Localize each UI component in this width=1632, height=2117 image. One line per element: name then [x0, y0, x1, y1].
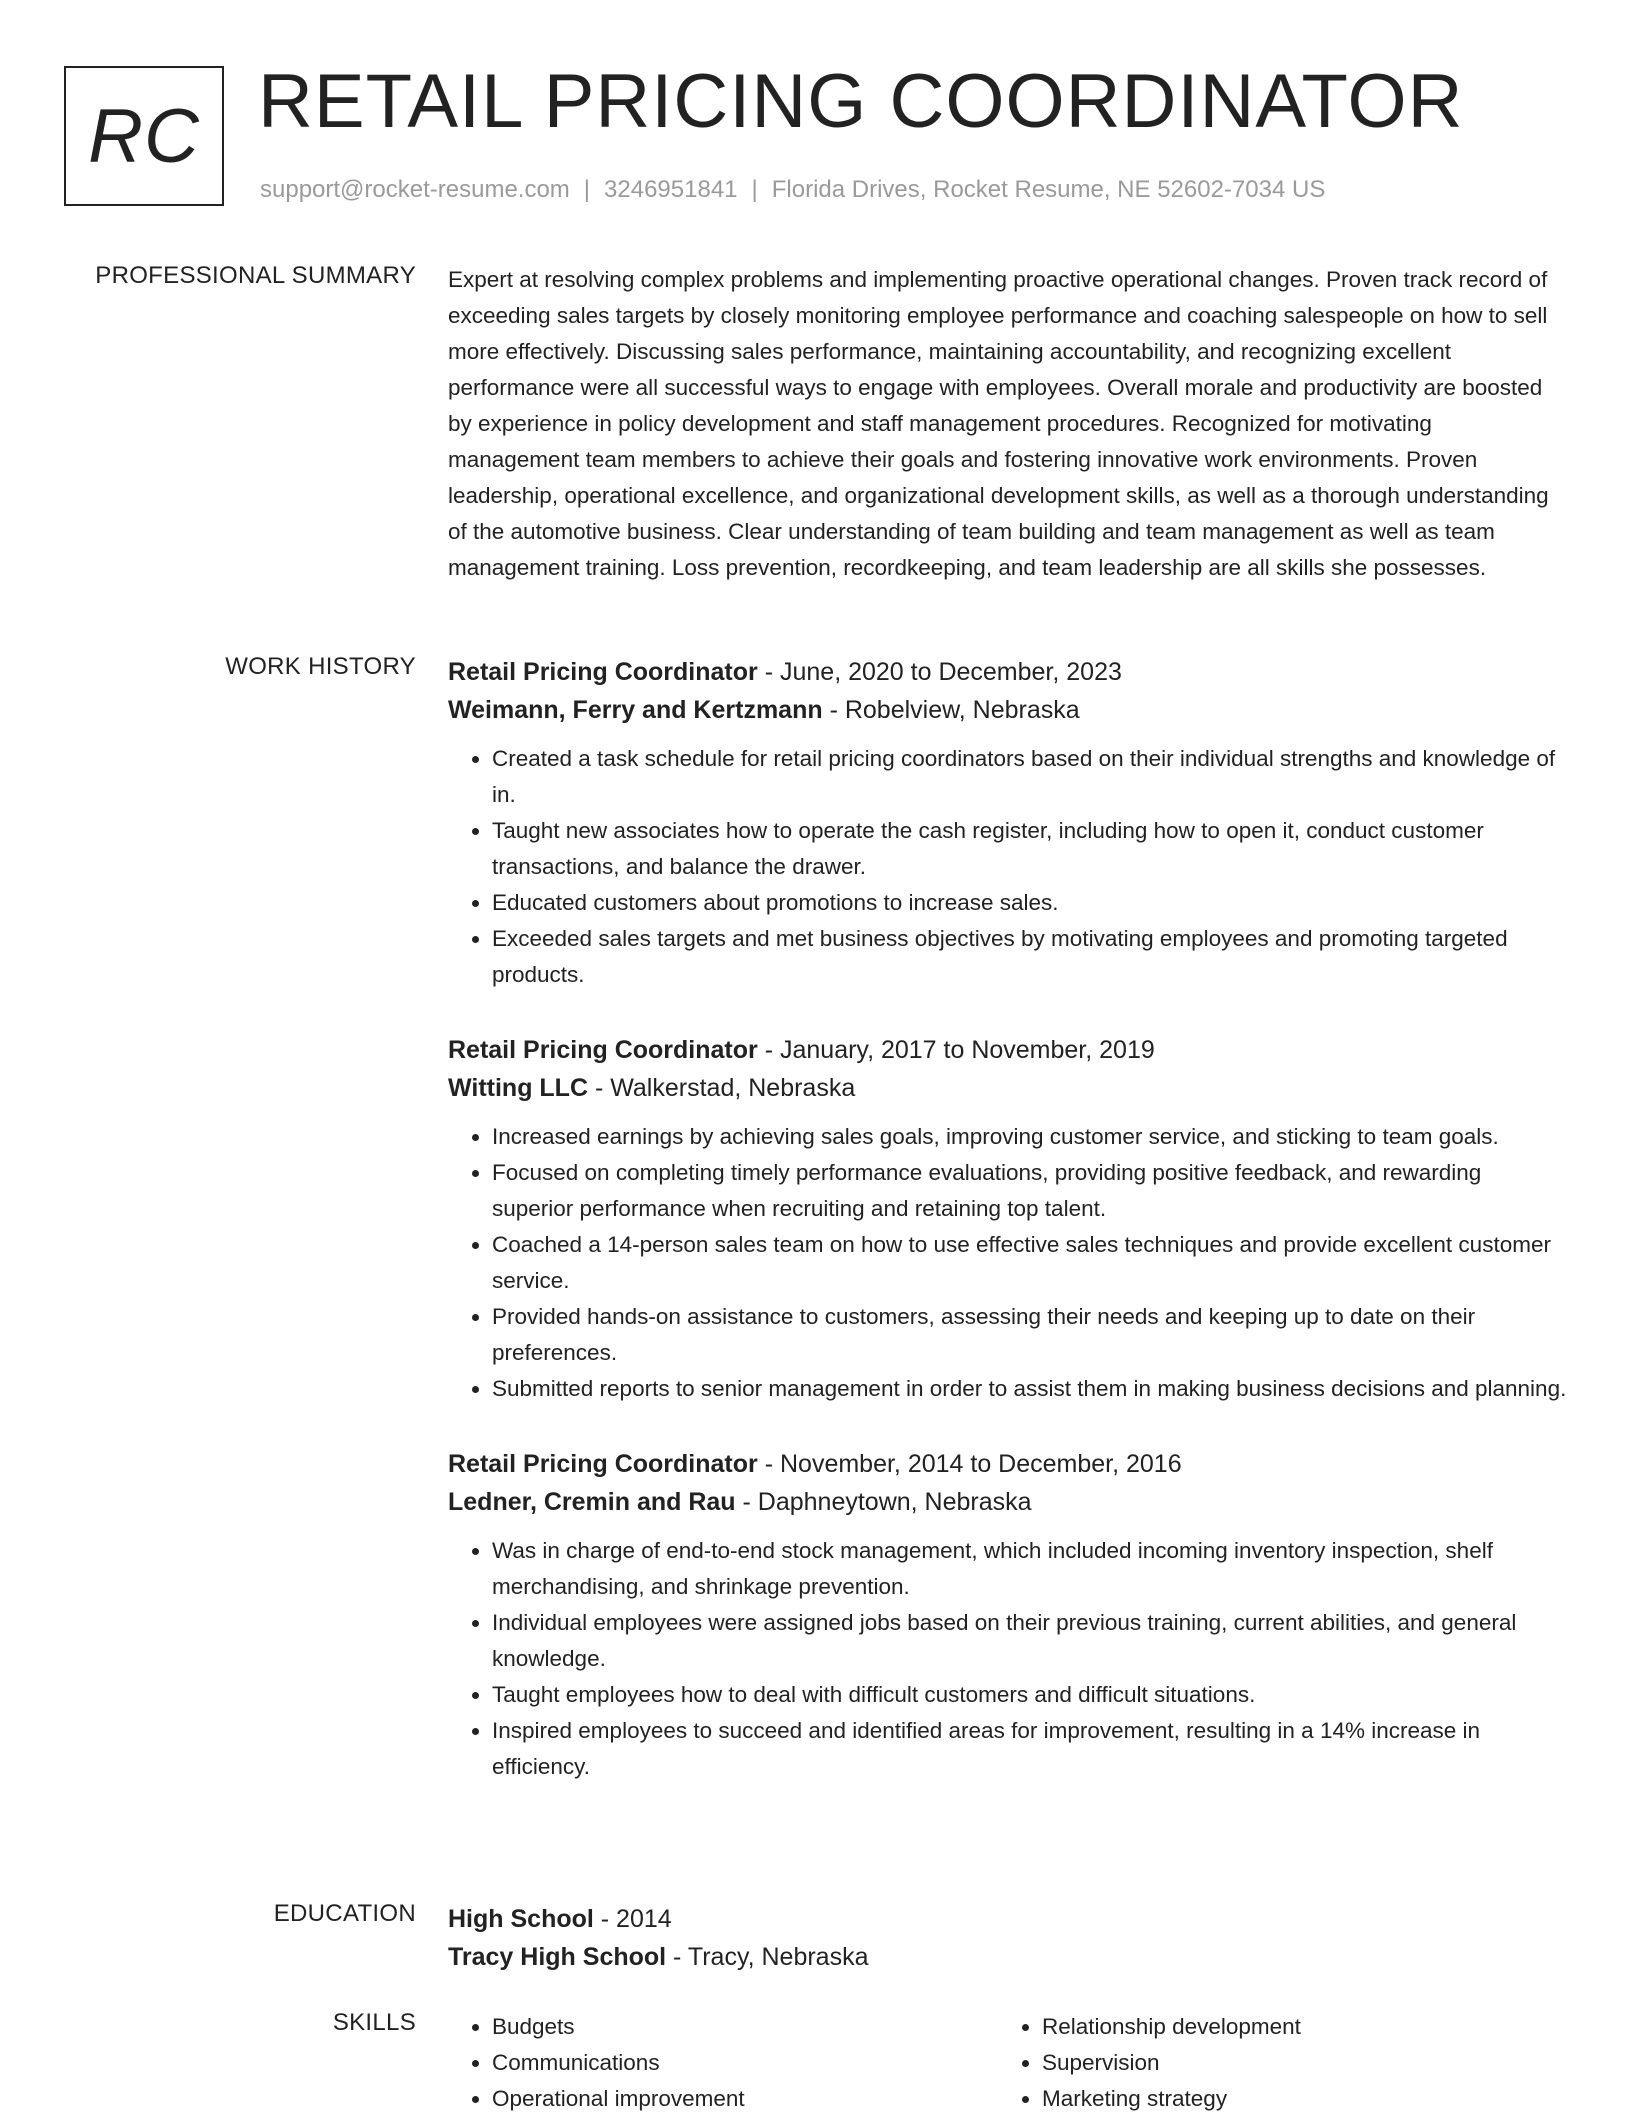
- job-bullet: • Taught new associates how to operate the cash register, including how to open it, conduct customer transactions, and balance the drawer.: [492, 813, 1568, 885]
- job-title-line: [448, 653, 1568, 691]
- job-dates: - June, 2020 to December, 2023: [757, 658, 1122, 686]
- job-company-line: [448, 691, 1568, 729]
- education-school: Tracy High School: [448, 1943, 667, 1971]
- job-bullet: • Increased earnings by achieving sales goals, improving customer service, and sticking to team goals.: [492, 1119, 1568, 1155]
- skill-item: • Communications: [492, 2045, 998, 2081]
- skill-item: • Supervision: [1042, 2045, 1548, 2081]
- section-label-work-history: WORK HISTORY: [225, 653, 416, 680]
- page-title: RETAIL PRICING COORDINATOR: [258, 59, 1464, 144]
- education-body: [448, 1900, 1568, 1976]
- job-dates: - November, 2014 to December, 2016: [757, 1450, 1182, 1478]
- job-bullet: • Individual employees were assigned jobs based on their previous training, current abilities, and general knowledge.: [492, 1605, 1568, 1677]
- job-bullet: • Was in charge of end-to-end stock management, which included incoming inventory inspection, shelf merchandising, and shrinkage prevention.: [492, 1533, 1568, 1605]
- job-title: Retail Pricing Coordinator: [448, 1036, 758, 1064]
- job-company-line: [448, 1483, 1568, 1521]
- section-label-summary: PROFESSIONAL SUMMARY: [95, 262, 416, 289]
- job-bullet: • Focused on completing timely performance evaluations, providing positive feedback, and rewarding superior performance when recruiting and retaining top talent.: [492, 1155, 1568, 1227]
- job-bullet: • Taught employees how to deal with difficult customers and difficult situations.: [492, 1677, 1568, 1713]
- job-bullet-list: [448, 1533, 1568, 1785]
- work-history-body: [448, 653, 1568, 1823]
- contact-separator: |: [751, 176, 758, 203]
- contact-line: [260, 176, 1325, 204]
- summary-text: Expert at resolving complex problems and implementing proactive operational changes. Proven track record of exceeding sales targets by closely monitoring employee performance and coaching salespeople on how to sell more effectively. Discussing sales performance, maintaining accountability, and recognizing excellent performance were all successful ways to engage with employees. Overall morale and productivity are boosted by experience in policy development and staff management procedures. Recognized for motivating management team members to achieve their goals and fostering innovative work environments. Proven leadership, operational excellence, and organizational development skills, as well as a thorough understanding of the automotive business. Clear understanding of team building and team management as well as team management training. Loss prevention, recordkeeping, and team leadership are all skills she possesses.: [448, 267, 1549, 580]
- section-label-education: EDUCATION: [273, 1900, 416, 1927]
- skills-body: [448, 2009, 1568, 2117]
- education-degree-line: [448, 1900, 1568, 1938]
- summary-body: [448, 262, 1568, 586]
- job-bullet: • Educated customers about promotions to increase sales.: [492, 885, 1568, 921]
- job-bullet: • Submitted reports to senior management in order to assist them in making business decisions and planning.: [492, 1371, 1568, 1407]
- job-company: Ledner, Cremin and Rau: [448, 1488, 736, 1516]
- contact-separator: |: [583, 176, 591, 203]
- job-bullet-list: [448, 1119, 1568, 1407]
- education-school-line: [448, 1938, 1568, 1976]
- skill-item: • Operational improvement: [492, 2081, 998, 2117]
- job-title: Retail Pricing Coordinator: [448, 1450, 758, 1478]
- contact-address: Florida Drives, Rocket Resume, NE 52602-7034 US: [771, 176, 1326, 203]
- skills-grid: [448, 2009, 1568, 2117]
- job-company: Witting LLC: [448, 1074, 589, 1102]
- job-bullet: • Provided hands-on assistance to customers, assessing their needs and keeping up to date on their preferences.: [492, 1299, 1568, 1371]
- skill-item: • Budgets: [492, 2009, 998, 2045]
- monogram-logo: RC: [64, 66, 224, 206]
- job-title: Retail Pricing Coordinator: [448, 658, 758, 686]
- skill-item: • Relationship development: [1042, 2009, 1548, 2045]
- job-location: - Walkerstad, Nebraska: [588, 1074, 856, 1102]
- job-company: Weimann, Ferry and Kertzmann: [448, 696, 823, 724]
- education-year: - 2014: [593, 1905, 672, 1933]
- job-bullet: • Inspired employees to succeed and identified areas for improvement, resulting in a 14% increase in efficiency.: [492, 1713, 1568, 1785]
- job-entry: [448, 1031, 1568, 1407]
- job-bullet-list: [448, 741, 1568, 993]
- job-company-line: [448, 1069, 1568, 1107]
- job-entry: [448, 653, 1568, 993]
- skills-list-left: [448, 2009, 998, 2117]
- job-entry: [448, 1445, 1568, 1785]
- education-location: - Tracy, Nebraska: [666, 1943, 869, 1971]
- job-title-line: [448, 1445, 1568, 1483]
- job-bullet: • Created a task schedule for retail pricing coordinators based on their individual strengths and knowledge of in.: [492, 741, 1568, 813]
- education-degree: High School: [448, 1905, 594, 1933]
- contact-email[interactable]: support@rocket-resume.com: [260, 176, 570, 203]
- job-bullet: • Coached a 14-person sales team on how to use effective sales techniques and provide excellent customer service.: [492, 1227, 1568, 1299]
- job-location: - Daphneytown, Nebraska: [735, 1488, 1032, 1516]
- job-dates: - January, 2017 to November, 2019: [757, 1036, 1155, 1064]
- job-title-line: [448, 1031, 1568, 1069]
- job-location: - Robelview, Nebraska: [822, 696, 1080, 724]
- section-label-skills: SKILLS: [332, 2009, 416, 2036]
- contact-phone[interactable]: 3246951841: [604, 176, 738, 203]
- job-bullet: • Exceeded sales targets and met business objectives by motivating employees and promoting targeted products.: [492, 921, 1568, 993]
- skill-item: • Marketing strategy: [1042, 2081, 1548, 2117]
- skills-list-right: [998, 2009, 1548, 2117]
